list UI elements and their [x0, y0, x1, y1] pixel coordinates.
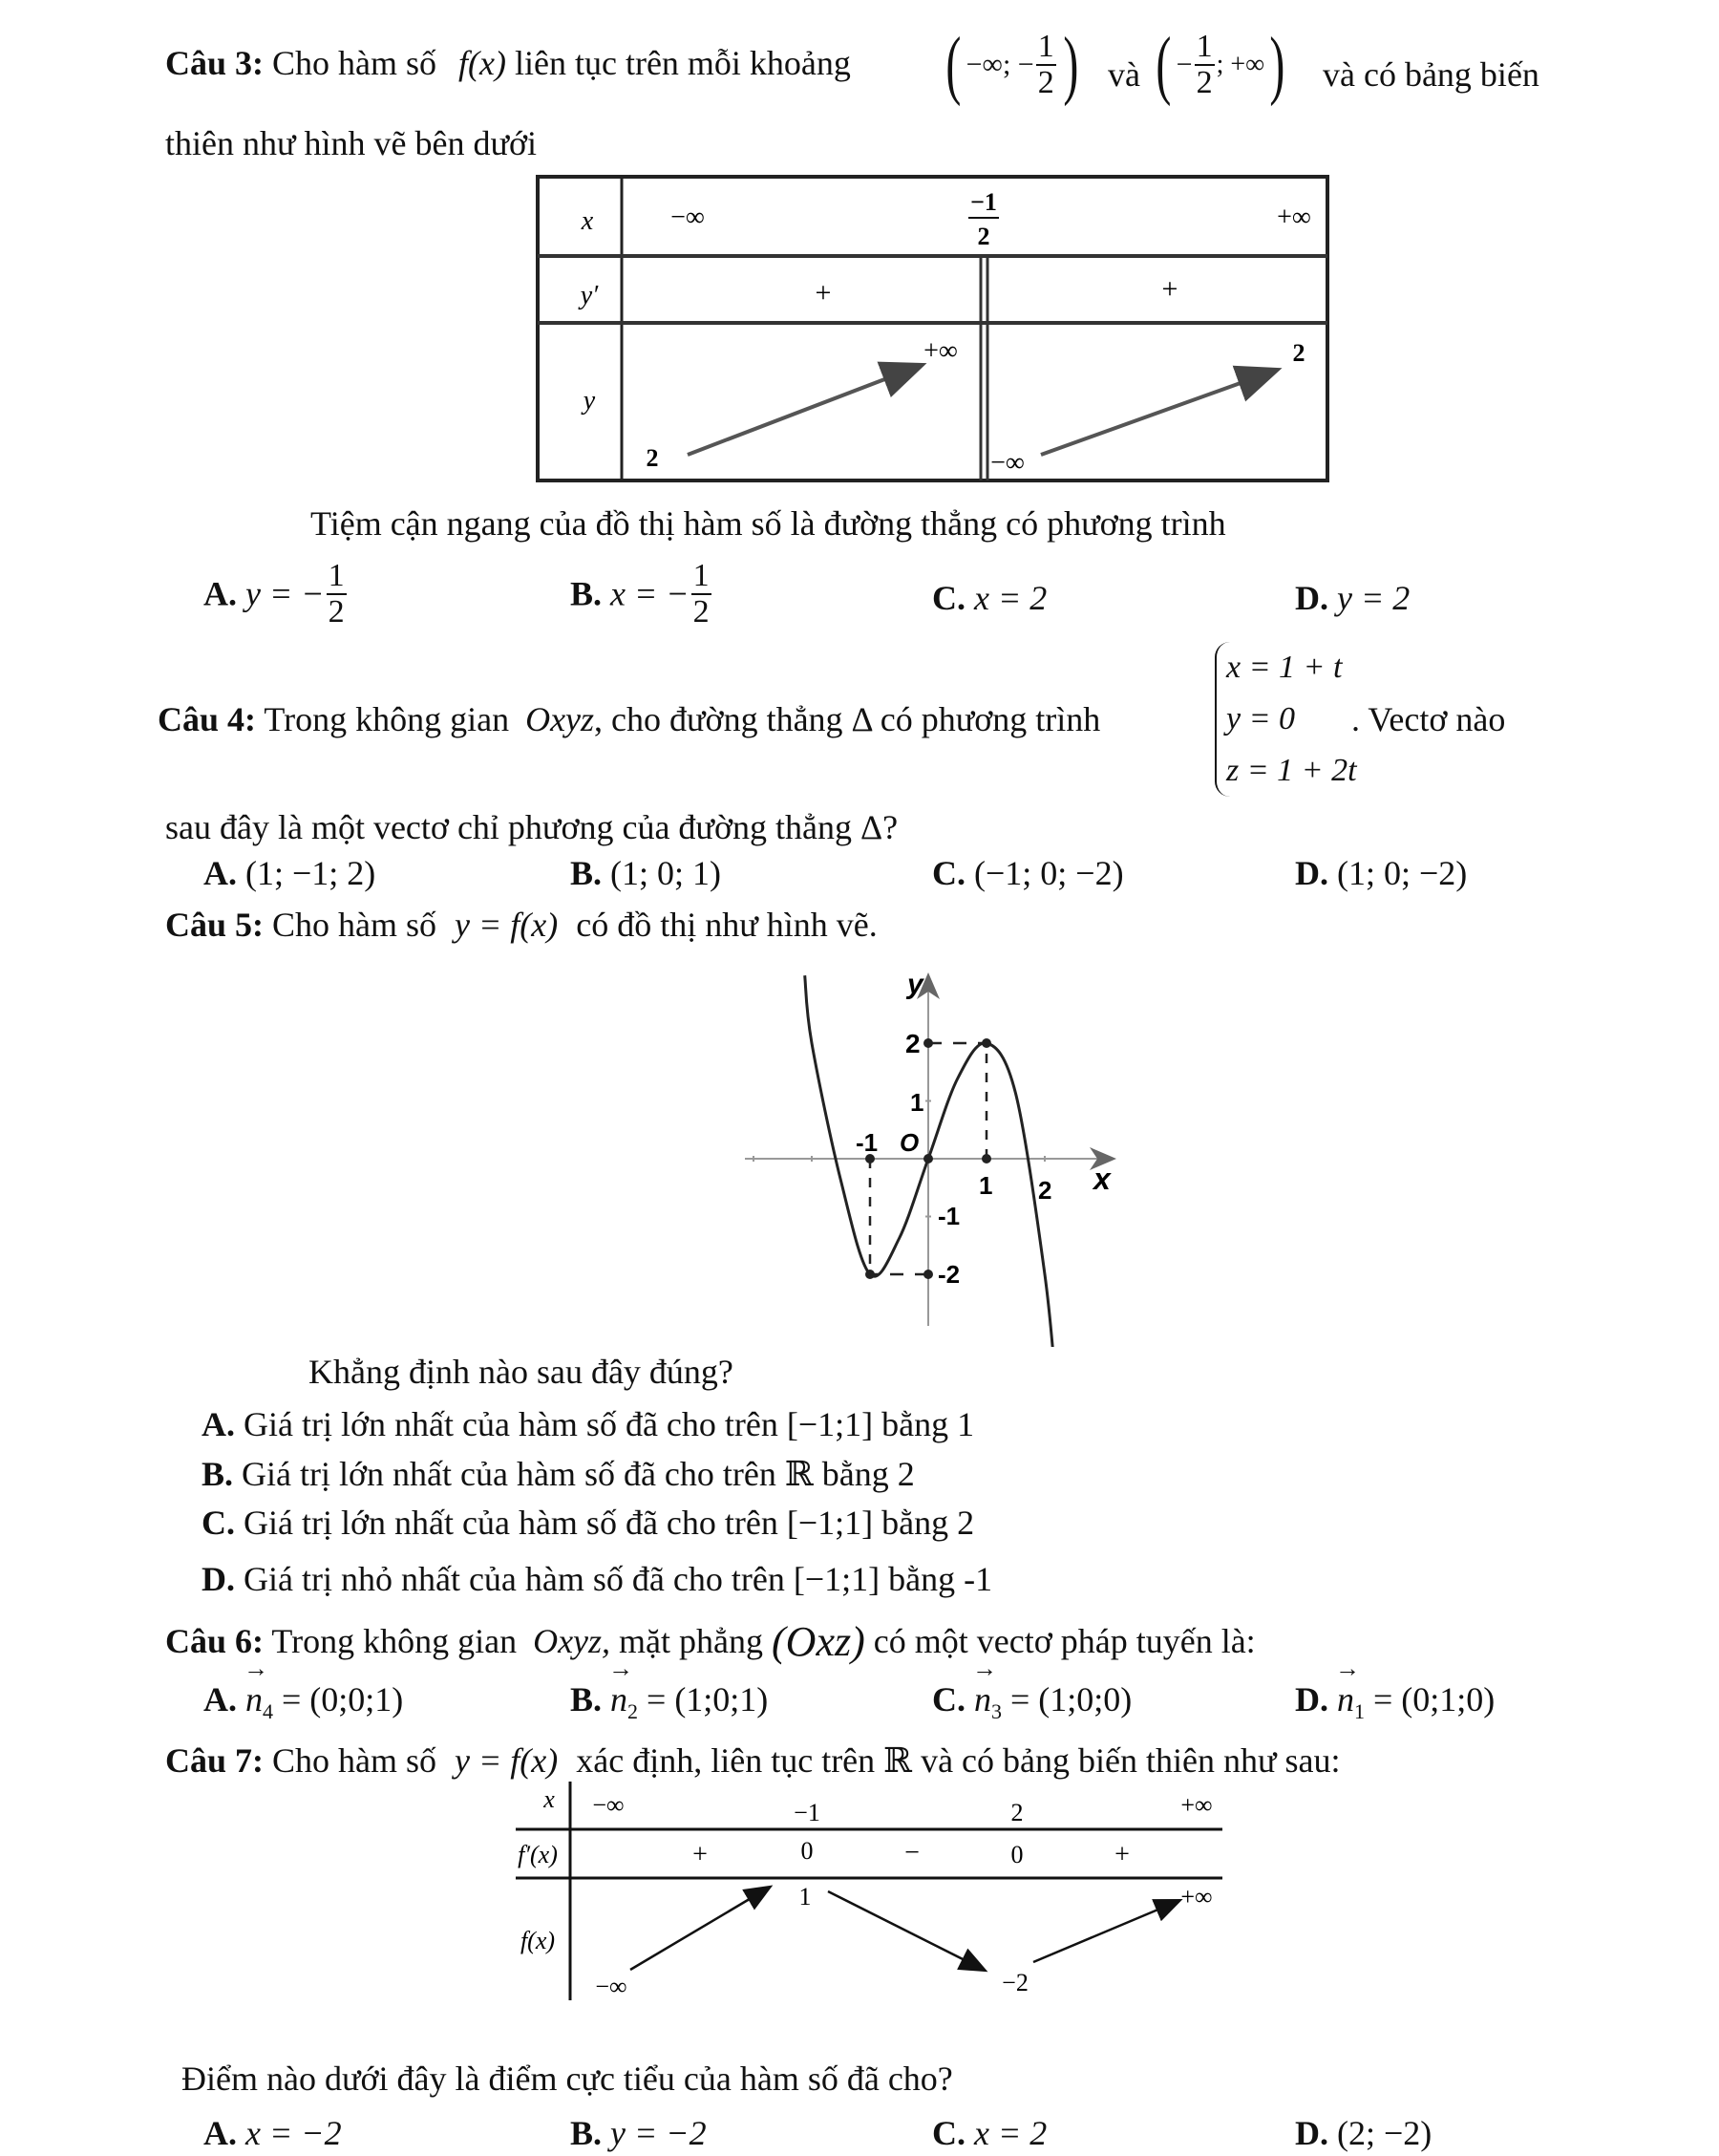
q4-option-b[interactable]: B. (1; 0; 1): [570, 854, 721, 892]
q5-option-a[interactable]: A. Giá trị lớn nhất của hàm số đã cho trên [−1;1] bằng 1: [202, 1405, 975, 1443]
q7-row-x-label: x: [543, 1785, 555, 1813]
q3-stem-b: liên tục trên mỗi khoảng: [515, 44, 851, 82]
q5-option-b[interactable]: B. Giá trị lớn nhất của hàm số đã cho trên ℝ bằng 2: [202, 1455, 915, 1493]
q7-x-val-2: 2: [1010, 1799, 1024, 1826]
q3-x-left: −∞: [670, 203, 705, 232]
q4-eq-y: y = 0: [1226, 701, 1296, 736]
q3-y-left-end: +∞: [923, 336, 958, 366]
q7-label: Câu 7:: [165, 1741, 265, 1780]
q3-table-border: [538, 177, 1327, 480]
q3-connector: và: [1108, 55, 1140, 94]
origin-label: O: [900, 1128, 920, 1157]
q4-stem-line1: Câu 4: Trong không gian Oxyz, cho đường thẳng Δ có phương trình: [158, 700, 1101, 738]
q3-option-b[interactable]: B. x = − $\frac{1}{2}$: [570, 558, 710, 630]
tick-label-y-2: 2: [905, 1029, 921, 1058]
tick-label-x-1: 1: [979, 1171, 993, 1200]
q7-sign-0: +: [692, 1840, 708, 1869]
q7-arrow-up-1: [630, 1888, 769, 1970]
q7-row-fp-label: f′(x): [518, 1841, 558, 1868]
q7-option-a[interactable]: A. x = −2: [203, 2114, 342, 2152]
q3-sign-left: +: [815, 277, 832, 309]
tick-label-x-neg1: -1: [856, 1128, 879, 1157]
q4-line-system: [1215, 642, 1357, 797]
q6-option-a[interactable]: A. → $n_4$ = (0;0;1): [203, 1679, 403, 1724]
q3-question: Tiệm cận ngang của đồ thị hàm số là đường thẳng có phương trình: [310, 504, 1226, 543]
q5-question: Khẳng định nào sau đây đúng?: [308, 1353, 733, 1391]
extremum-point: [923, 1154, 933, 1163]
q3-interval-1: ( −∞; − $\frac{1}{2}$ ): [945, 23, 1079, 107]
q4-stem-c: . Vectơ nào: [1351, 700, 1506, 738]
q7-sign-3: 0: [1010, 1841, 1024, 1868]
tick-label-x-2: 2: [1038, 1176, 1052, 1205]
q5-option-d[interactable]: D. Giá trị nhỏ nhất của hàm số đã cho trên [−1;1] bằng -1: [202, 1560, 993, 1598]
q7-x-val-3: +∞: [1180, 1791, 1213, 1819]
tick-label-y-neg2: -2: [938, 1260, 961, 1289]
q7-option-b[interactable]: B. y = −2: [570, 2114, 707, 2152]
q4-option-d[interactable]: D. (1; 0; −2): [1295, 854, 1468, 892]
q5-option-c[interactable]: C. Giá trị lớn nhất của hàm số đã cho trên [−1;1] bằng 2: [202, 1504, 975, 1542]
q7-x-val-0: −∞: [592, 1791, 625, 1819]
q7-sign-1: 0: [800, 1837, 814, 1865]
q3-row-y-label: y: [583, 386, 596, 416]
q3-stem-line2: thiên như hình vẽ bên dưới: [165, 124, 538, 162]
q3-x-right: +∞: [1277, 203, 1311, 232]
q4-space: Oxyz: [525, 700, 595, 738]
q7-stem: Câu 7: Cho hàm số y = f(x) xác định, liên tục trên ℝ và có bảng biến thiên như sau:: [165, 1741, 1341, 1780]
q7-sign-4: +: [1114, 1840, 1130, 1869]
q3-row-x-label: x: [581, 206, 594, 236]
q7-f-min: −2: [1002, 1969, 1029, 1996]
q3-arrow-increasing-right: [1041, 371, 1275, 455]
q3-variation-table: [530, 170, 1342, 495]
axis-projection-point: [923, 1270, 933, 1279]
q6-option-c[interactable]: C. → $n_3$ = (1;0;0): [932, 1679, 1132, 1724]
q7-option-c[interactable]: C. x = 2: [932, 2114, 1048, 2152]
q3-option-c[interactable]: C. x = 2: [932, 579, 1048, 617]
q4-eq-z: z = 1 + 2t: [1226, 753, 1357, 788]
q6-label: Câu 6:: [165, 1622, 265, 1660]
q7-arrow-up-2: [1033, 1901, 1178, 1962]
q7-f-end: +∞: [1180, 1883, 1213, 1911]
q3-stem-line1: [165, 46, 851, 80]
q6-stem: Câu 6: Trong không gian Oxyz, mặt phẳng (Oxz) có một vectơ pháp tuyến là:: [165, 1618, 1256, 1665]
q3-sign-right: +: [1161, 273, 1178, 305]
q6-option-d[interactable]: D. → $n_1$ = (0;1;0): [1295, 1679, 1495, 1724]
q4-option-c[interactable]: C. (−1; 0; −2): [932, 854, 1124, 892]
q4-eq-x: x = 1 + t: [1226, 650, 1343, 685]
q3-y-left-start: 2: [646, 444, 659, 472]
q7-row-f-label: f(x): [520, 1927, 556, 1954]
extremum-point: [865, 1270, 875, 1279]
q3-option-a[interactable]: A. y = − $\frac{1}{2}$: [203, 558, 345, 630]
q3-x-mid-num: −1: [970, 188, 997, 216]
q7-option-d[interactable]: D. (2; −2): [1295, 2114, 1432, 2152]
axis-projection-point: [923, 1038, 933, 1048]
q5-label: Câu 5:: [165, 906, 265, 944]
q4-label: Câu 4:: [158, 700, 257, 738]
q5-function-graph: [735, 955, 1136, 1347]
q7-question: Điểm nào dưới đây là điểm cực tiểu của hàm số đã cho?: [181, 2060, 953, 2098]
q3-arrow-increasing-left: [688, 366, 920, 455]
axis-projection-point: [982, 1154, 991, 1163]
q3-stem-c: và có bảng biến: [1323, 55, 1539, 94]
q7-f-max: 1: [798, 1883, 812, 1911]
q3-option-d[interactable]: D. y = 2: [1295, 579, 1411, 617]
q7-f-start: −∞: [595, 1973, 627, 2000]
q3-x-mid-den: 2: [977, 223, 990, 250]
q7-arrow-down: [828, 1891, 984, 1970]
q3-y-right-end: 2: [1292, 339, 1305, 367]
q4-stem-line2: sau đây là một vectơ chỉ phương của đường thẳng Δ?: [165, 808, 899, 846]
axis-label-y: y: [907, 969, 923, 1000]
q7-variation-table: [497, 1779, 1242, 2008]
q3-interval-2: ( − $\frac{1}{2}$ ; +∞): [1156, 23, 1285, 107]
q3-func: f(x): [458, 44, 506, 82]
q7-sign-2: −: [904, 1838, 920, 1868]
q6-option-b[interactable]: B. → $n_2$ = (1;0;1): [570, 1679, 768, 1724]
q3-stem-a: Cho hàm số: [272, 44, 437, 82]
q3-y-right-start: −∞: [990, 448, 1025, 478]
q5-stem: Câu 5: Cho hàm số y = f(x) có đồ thị như hình vẽ.: [165, 906, 878, 944]
q3-row-yp-label: y′: [580, 281, 599, 310]
q4-option-a[interactable]: A. (1; −1; 2): [203, 854, 376, 892]
axis-label-x: x: [1093, 1162, 1111, 1196]
q5-func: y = f(x): [455, 906, 559, 944]
q7-x-val-1: −1: [794, 1799, 820, 1826]
tick-label-y-1: 1: [910, 1088, 924, 1117]
tick-label-y-neg1: -1: [938, 1202, 961, 1230]
extremum-point: [982, 1038, 991, 1048]
q3-label: Câu 3:: [165, 44, 265, 82]
